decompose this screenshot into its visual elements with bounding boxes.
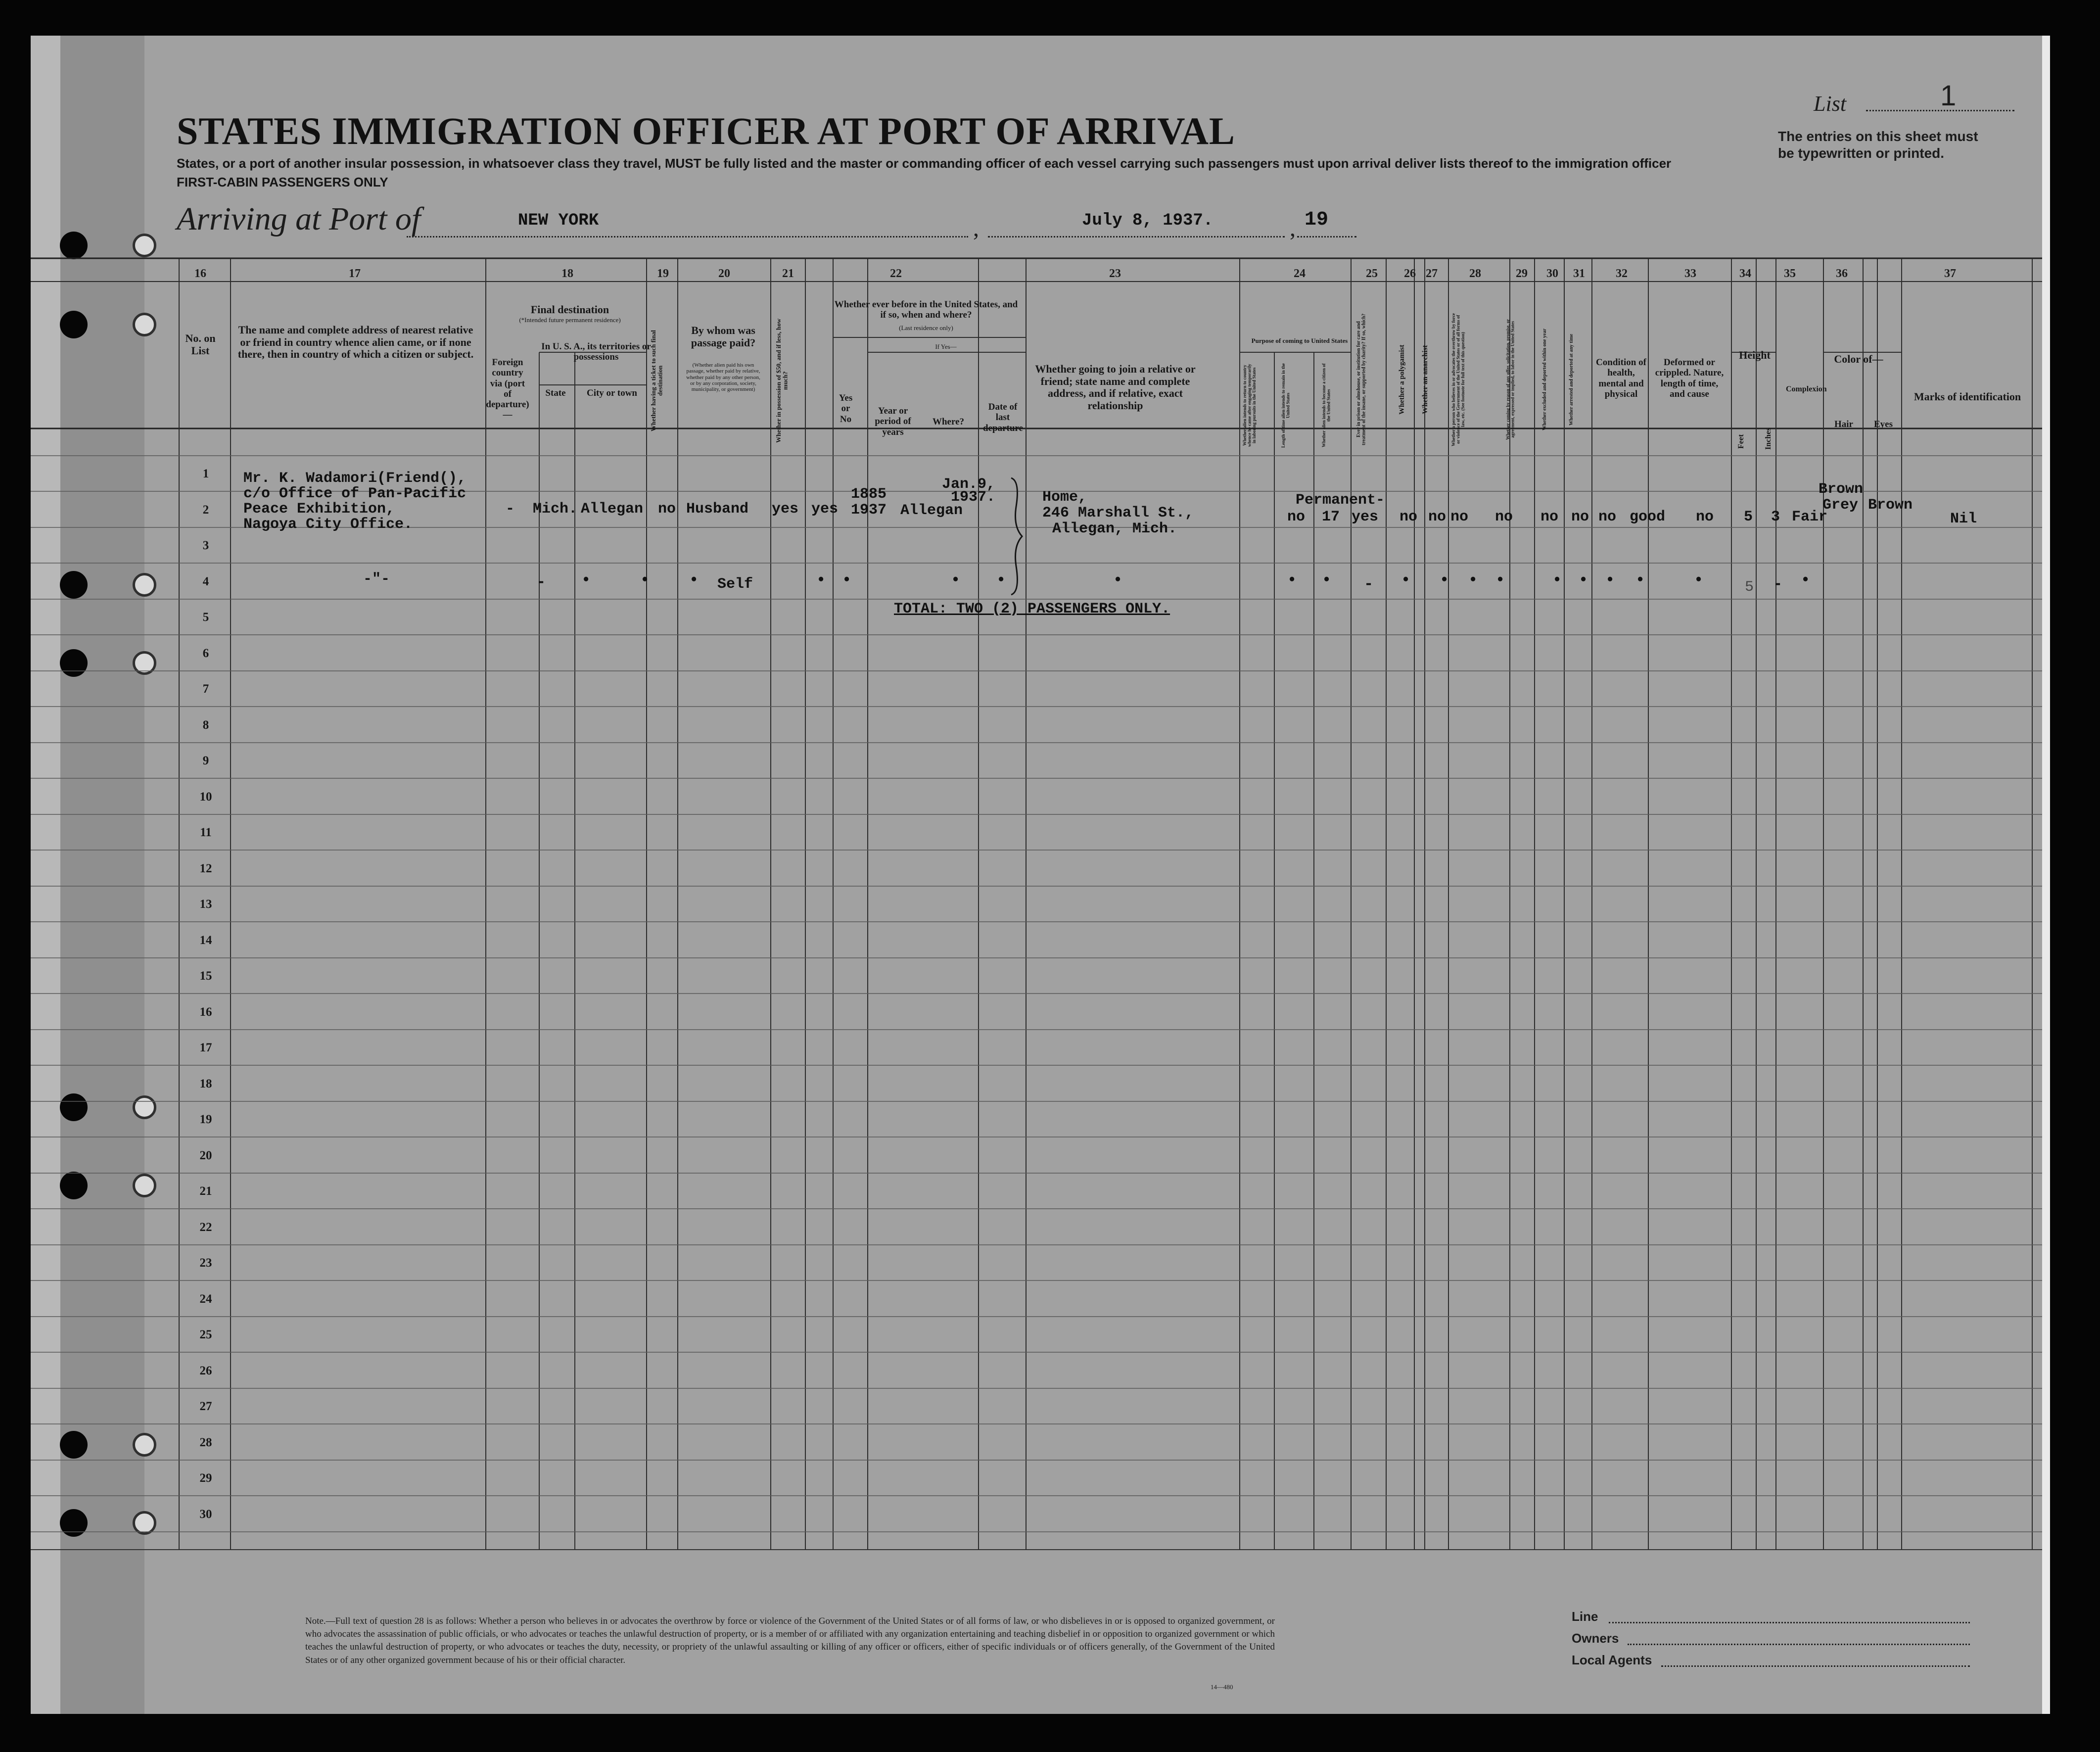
owners-dotted-line xyxy=(1628,1644,1970,1645)
eye-color-value: Brown xyxy=(1868,497,1913,514)
column-number: 21 xyxy=(782,267,794,280)
money-value: yes xyxy=(772,501,799,518)
arrival-date-value: July 8, 1937. xyxy=(1082,211,1213,230)
previous-residence-value: Allegan xyxy=(900,502,963,519)
relative-address-line: c/o Office of Pan-Pacific xyxy=(243,485,467,502)
join-relative-line: Allegan, Mich. xyxy=(1052,521,1177,537)
been-before-value: yes xyxy=(811,501,839,518)
row-number: 15 xyxy=(199,969,212,983)
row-number: 20 xyxy=(199,1148,212,1162)
height-feet-value: 5 xyxy=(1744,509,1753,525)
column-number: 37 xyxy=(1944,267,1956,280)
header-identification-marks: Marks of identification xyxy=(1913,390,2021,403)
row-number: 13 xyxy=(199,898,212,911)
health-value: good xyxy=(1630,509,1666,525)
header-ever-before: Whether ever before in the United States, and if so, when and where? xyxy=(834,299,1018,321)
ditto-mark: • xyxy=(1322,571,1332,589)
length-of-stay-note: Permanent- xyxy=(1296,492,1385,509)
ditto-mark: • xyxy=(951,571,961,589)
passenger-class-label: FIRST-CABIN PASSENGERS ONLY xyxy=(177,175,388,189)
header-labor-offer: Whether coming by reason of any offer, solicitation, promise, or agreement, expressed or implied, to labor in the United States xyxy=(1505,319,1515,440)
column-number: 26 xyxy=(1404,267,1416,280)
line-dotted-line xyxy=(1609,1622,1970,1623)
ditto-mark: • xyxy=(842,571,852,589)
column-number: 33 xyxy=(1684,267,1696,280)
header-purpose: Purpose of coming to United States xyxy=(1251,337,1348,344)
column-number: 28 xyxy=(1469,267,1481,280)
column-number: 34 xyxy=(1739,267,1751,280)
header-city: City or town xyxy=(586,388,638,398)
header-anarchist: Whether an anarchist xyxy=(1421,345,1429,414)
header-color-of: Color of— xyxy=(1834,353,1883,365)
row-number: 26 xyxy=(199,1364,212,1377)
header-fifty-dollars: Whether in possession of $50, and if less, how much? xyxy=(775,318,789,443)
join-relative-line: 246 Marshall St., xyxy=(1042,505,1194,521)
row-number: 22 xyxy=(199,1220,212,1234)
header-deformed: Deformed or crippled. Nature, length of time, and cause xyxy=(1655,357,1724,399)
row-number: 18 xyxy=(199,1077,212,1090)
column-number: 29 xyxy=(1516,267,1528,280)
row-number: 29 xyxy=(199,1471,212,1485)
row-number: 11 xyxy=(200,826,212,839)
row-number: 24 xyxy=(199,1292,212,1306)
length-of-stay-value: 17 xyxy=(1322,509,1340,525)
header-if-yes: If Yes— xyxy=(935,343,957,350)
header-state: State xyxy=(545,388,566,398)
header-health: Condition of health, mental and physical xyxy=(1596,357,1646,399)
form-title: STATES IMMIGRATION OFFICER AT PORT OF ARRIVAL xyxy=(177,109,1235,152)
header-citizen-intent: Whether alien intends to become a citizen of the United States xyxy=(1321,363,1331,448)
hair-color-note: Brown xyxy=(1819,481,1864,498)
row-number: 3 xyxy=(202,539,209,552)
bracket-mark xyxy=(1009,477,1024,596)
form-code: 14—480 xyxy=(1211,1683,1233,1691)
column-number: 17 xyxy=(349,267,361,280)
header-inches: Inches xyxy=(1764,427,1773,450)
header-passage-paid: By whom was passage paid? xyxy=(691,324,756,349)
column-number: 19 xyxy=(657,267,669,280)
comma-separator: , xyxy=(973,215,979,241)
header-length-of-stay: Length of time alien intends to remain in the United States xyxy=(1281,363,1291,448)
years-value: 1885 xyxy=(851,486,887,503)
agents-dotted-line xyxy=(1661,1665,1970,1667)
column-number: 18 xyxy=(561,267,573,280)
height-inches-value: 3 xyxy=(1771,509,1780,525)
row-number: 14 xyxy=(199,933,212,947)
row-number: 8 xyxy=(202,718,209,732)
header-join-relative: Whether going to join a relative or friend; state name and complete address, and if relative, exact relationship xyxy=(1035,363,1196,412)
column-number: 25 xyxy=(1366,267,1378,280)
row-number: 7 xyxy=(202,682,209,696)
ditto-mark: • xyxy=(640,571,650,589)
row-number: 5 xyxy=(202,611,209,624)
excluded-value: no xyxy=(1571,509,1589,525)
ditto-mark: - xyxy=(1773,575,1783,593)
ditto-mark: • xyxy=(1694,571,1704,589)
arriving-port-label: Arriving at Port of xyxy=(177,201,421,237)
header-arrested: Whether arrested and deported at any time xyxy=(1569,333,1574,426)
ditto-mark: • xyxy=(996,571,1006,589)
column-number: 31 xyxy=(1573,267,1585,280)
row-number: 21 xyxy=(199,1184,212,1198)
question-28-footnote: Note.—Full text of question 28 is as follows: Whether a person who believes in or advocates the overthrow by force or violence of the Government of the United States or of all forms of law, or who disbelieves in or is opposed to organized government, or who advocates the assassination of public officials, or who advocates or teaches the unlawful destruction of property, or is a member of or affiliated with any organization entertaining and teaching disbelief in or opposition to organized government or which teaches the unlawful destruction of property, or who advocates or teaches the duty, necessity, or propriety of the unlawful assaulting or killing of any officer or officers, either of specific individuals or of officers generally, of the Government of the United States or of any other organized government because of his or their official character. xyxy=(305,1616,1275,1665)
header-year-period: Year or period of years xyxy=(875,406,911,437)
list-label: List xyxy=(1814,92,1847,116)
owners-label: Owners xyxy=(1572,1631,1619,1646)
question-28-value: no xyxy=(1495,509,1513,525)
row-number: 17 xyxy=(199,1041,212,1054)
header-where: Where? xyxy=(932,417,965,427)
row-number: 10 xyxy=(199,790,212,804)
header-foreign-country: Foreign country via (port of departure)— xyxy=(486,357,529,421)
comma-separator: , xyxy=(1290,215,1296,241)
row-number: 28 xyxy=(199,1435,212,1449)
return-intent-value: no xyxy=(1287,509,1306,525)
column-number: 24 xyxy=(1294,267,1306,280)
destination-city-value: Allegan xyxy=(581,501,644,518)
header-hair: Hair xyxy=(1834,419,1853,429)
identification-marks-value: Nil xyxy=(1950,511,1977,527)
ditto-mark: - xyxy=(1364,575,1374,593)
header-last-departure: Date of last departure xyxy=(983,402,1023,433)
row-number: 19 xyxy=(199,1113,212,1126)
column-number: 16 xyxy=(194,267,206,280)
ditto-mark: -"- xyxy=(363,571,390,588)
port-value: NEW YORK xyxy=(518,211,599,230)
row-number: 12 xyxy=(199,861,212,875)
last-departure-value: Jan.9, xyxy=(942,476,996,493)
row-number: 9 xyxy=(202,754,209,767)
ditto-mark: • xyxy=(1287,571,1297,589)
ditto-mark: • xyxy=(1401,571,1411,589)
column-number: 22 xyxy=(890,267,902,280)
list-number-value: 1 xyxy=(1940,80,1957,112)
ditto-mark: • xyxy=(581,571,591,589)
header-return-intent: Whether alien intends to return to country whence he came after engaging temporarily in laboring pursuits in the United States xyxy=(1242,364,1257,447)
row-number: 16 xyxy=(199,1005,212,1019)
year-prefix-value: 19 xyxy=(1305,209,1329,231)
ditto-mark: • xyxy=(1113,571,1123,589)
header-in-usa: In U. S. A., its territories or possessions xyxy=(541,341,651,363)
column-number: 20 xyxy=(718,267,730,280)
header-final-destination: Final destination xyxy=(530,303,609,316)
row-number: 2 xyxy=(202,503,209,517)
row-number: 27 xyxy=(199,1400,212,1413)
header-polygamist: Whether a polygamist xyxy=(1398,344,1406,415)
form-instructions: States, or a port of another insular possession, in whatsoever class they travel, MUST be fully listed and the master or commanding officer of each vessel carrying such passengers must upon arrival deliver lists thereof to the immigration officer xyxy=(177,156,1672,171)
row-number: 30 xyxy=(199,1507,212,1521)
passage-paid-value: Husband xyxy=(686,501,749,518)
header-question-28: Whether a person who believes in or advocates the overthrow by force or violence of the Government of the United States or of all forms of law, etc. (See footnote for full text of this question) xyxy=(1451,313,1465,446)
row-number: 4 xyxy=(202,574,209,588)
column-number: 36 xyxy=(1836,267,1848,280)
relative-address-line: Nagoya City Office. xyxy=(243,516,413,533)
line-label: Line xyxy=(1572,1609,1598,1624)
local-agents-label: Local Agents xyxy=(1572,1653,1652,1667)
anarchist-value: no xyxy=(1450,509,1469,525)
ditto-mark: • xyxy=(1468,571,1478,589)
column-number: 23 xyxy=(1109,267,1121,280)
manifest-sheet xyxy=(31,36,2050,1714)
header-excluded: Whether excluded and deported within one year xyxy=(1542,329,1547,430)
citizen-intent-value: yes xyxy=(1352,509,1379,525)
ditto-mark: • xyxy=(689,571,699,589)
polygamist-value: no xyxy=(1428,509,1447,525)
ditto-mark: • xyxy=(1440,571,1449,589)
ditto-mark: • xyxy=(1801,571,1811,589)
row-number: 25 xyxy=(199,1328,212,1341)
row-number: 6 xyxy=(202,646,209,660)
labor-offer-value: no xyxy=(1540,509,1559,525)
header-prison: Ever in prison or almshouse, or institution for care and treatment of the insane, or supported by charity? If so, which? xyxy=(1356,313,1367,446)
destination-state-value: Mich. xyxy=(533,501,578,518)
header-nearest-relative: The name and complete address of nearest relative or friend in country whence alien came, or if none there, then in country of which a citizen or subject. xyxy=(237,324,474,361)
header-passage-note: (Whether alien paid his own passage, whether paid by relative, whether paid by any other person, or by any corporation, society, municipality, or government) xyxy=(686,362,760,393)
header-complexion: Complexion xyxy=(1786,385,1827,393)
table-grid xyxy=(31,36,2050,1714)
arrested-value: no xyxy=(1598,509,1617,525)
hair-color-value: Grey xyxy=(1822,497,1859,514)
ditto-mark: • xyxy=(1552,571,1562,589)
foreign-country-value: - xyxy=(506,501,515,518)
ticket-value: no xyxy=(658,501,676,518)
relative-address-line: Peace Exhibition, xyxy=(243,501,395,518)
deformed-value: no xyxy=(1696,509,1714,525)
ditto-mark: • xyxy=(1495,571,1505,589)
header-height: Height xyxy=(1739,349,1771,361)
header-feet: Feet xyxy=(1737,434,1745,449)
ditto-mark: • xyxy=(1635,571,1645,589)
typewritten-note-cont: be typewritten or printed. xyxy=(1778,145,1945,161)
row-number: 23 xyxy=(199,1256,212,1270)
join-relative-line: Home, xyxy=(1042,489,1087,506)
row-number: 1 xyxy=(202,467,209,480)
header-yes-no: Yes or No xyxy=(839,393,853,425)
row3-passage-paid-value: Self xyxy=(717,576,753,593)
ditto-mark: - xyxy=(536,573,546,591)
complexion-value: Fair xyxy=(1792,509,1828,525)
years-value: 1937 xyxy=(851,502,887,519)
header-ticket: Whether having a ticket to such final destination xyxy=(650,330,664,431)
column-number: 27 xyxy=(1426,267,1438,280)
row3-height-feet-value: 5 xyxy=(1745,579,1754,596)
relative-address-line: Mr. K. Wadamori(Friend(), xyxy=(243,470,467,487)
passenger-total: TOTAL: TWO (2) PASSENGERS ONLY. xyxy=(894,601,1170,617)
last-departure-value: 1937. xyxy=(951,489,996,506)
header-final-destination-note: (*Intended future permanent residence) xyxy=(519,316,621,324)
ditto-mark: • xyxy=(1605,571,1615,589)
column-number: 30 xyxy=(1546,267,1558,280)
prison-value: no xyxy=(1400,509,1418,525)
header-last-residence: (Last residence only) xyxy=(899,324,953,331)
header-no-on-list: No. on List xyxy=(185,332,216,357)
header-eyes: Eyes xyxy=(1874,419,1893,429)
column-number: 32 xyxy=(1616,267,1628,280)
typewritten-note: The entries on this sheet must xyxy=(1778,129,1978,144)
column-number: 35 xyxy=(1784,267,1796,280)
ditto-mark: • xyxy=(816,571,826,589)
ditto-mark: • xyxy=(1579,571,1588,589)
